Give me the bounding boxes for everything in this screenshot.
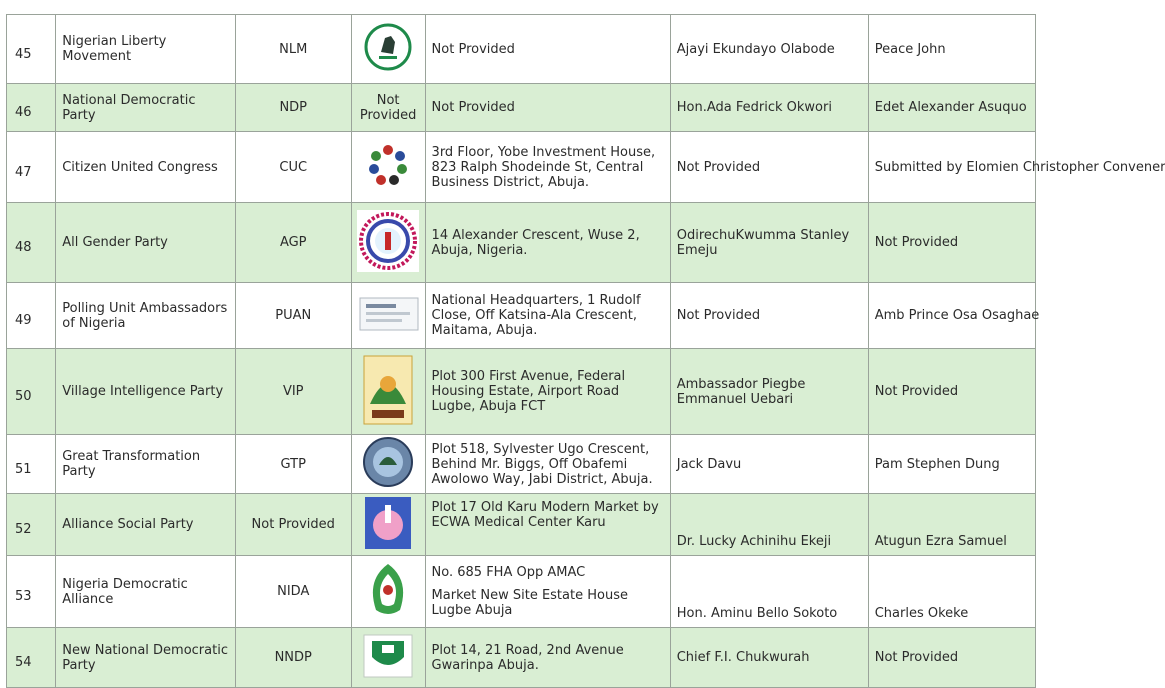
secretary: Peace John (868, 15, 1035, 84)
cuc-logo-icon (361, 138, 415, 192)
address: Plot 14, 21 Road, 2nd Avenue Gwarinpa Abuja. (425, 628, 670, 688)
nida-logo-icon (360, 560, 416, 620)
chairman: Dr. Lucky Achinihu Ekeji (670, 494, 868, 556)
party-abbreviation: NIDA (235, 556, 351, 628)
party-abbreviation: CUC (235, 132, 351, 203)
nndp-logo-icon (362, 633, 414, 679)
secretary: Not Provided (868, 628, 1035, 688)
chairman: Not Provided (670, 283, 868, 349)
nlm-logo-icon (361, 20, 415, 74)
row-number: 46 (7, 84, 56, 132)
party-abbreviation: NLM (235, 15, 351, 84)
row-number: 53 (7, 556, 56, 628)
logo-cell (351, 349, 425, 435)
party-abbreviation: VIP (235, 349, 351, 435)
secretary: Submitted by Elomien Christopher Convener (868, 132, 1035, 203)
row-number: 49 (7, 283, 56, 349)
logo-cell (351, 203, 425, 283)
secretary: Not Provided (868, 349, 1035, 435)
gtp-logo-icon (361, 435, 415, 489)
party-name: Polling Unit Ambassadors of Nigeria (56, 283, 236, 349)
chairman: Chief F.I. Chukwurah (670, 628, 868, 688)
row-number: 52 (7, 494, 56, 556)
chairman: Jack Davu (670, 435, 868, 494)
party-name: New National Democratic Party (56, 628, 236, 688)
address-line-2: Market New Site Estate House Lugbe Abuja (431, 588, 628, 618)
table-row (7, 203, 1036, 283)
logo-cell (351, 283, 425, 349)
puan-logo-icon (356, 292, 420, 336)
address: Plot 518, Sylvester Ugo Crescent, Behind Mr. Biggs, Off Obafemi Awolowo Way, Jabi District, Abuja. (425, 435, 670, 494)
logo-cell (351, 556, 425, 628)
party-name: National Democratic Party (56, 84, 236, 132)
party-name: Alliance Social Party (56, 494, 236, 556)
chairman: Ambassador Piegbe Emmanuel Uebari (670, 349, 868, 435)
table-row (7, 84, 1036, 132)
chairman: OdirechuKwumma Stanley Emeju (670, 203, 868, 283)
row-number: 51 (7, 435, 56, 494)
secretary: Pam Stephen Dung (868, 435, 1035, 494)
party-abbreviation: PUAN (235, 283, 351, 349)
address: Not Provided (425, 15, 670, 84)
party-abbreviation: Not Provided (235, 494, 351, 556)
table-row (7, 628, 1036, 688)
secretary: Edet Alexander Asuquo (868, 84, 1035, 132)
logo-cell (351, 15, 425, 84)
address: Not Provided (425, 84, 670, 132)
party-name: All Gender Party (56, 203, 236, 283)
address: 3rd Floor, Yobe Investment House, 823 Ralph Shodeinde St, Central Business District, Abuja. (425, 132, 670, 203)
logo-cell (351, 628, 425, 688)
party-name: Great Transformation Party (56, 435, 236, 494)
table-row (7, 15, 1036, 84)
secretary: Atugun Ezra Samuel (868, 494, 1035, 556)
secretary: Amb Prince Osa Osaghae (868, 283, 1035, 349)
row-number: 47 (7, 132, 56, 203)
chairman: Hon. Aminu Bello Sokoto (670, 556, 868, 628)
table-row (7, 132, 1036, 203)
party-name: Citizen United Congress (56, 132, 236, 203)
chairman: Hon.Ada Fedrick Okwori (670, 84, 868, 132)
address: 14 Alexander Crescent, Wuse 2, Abuja, Nigeria. (425, 203, 670, 283)
address-line-1: No. 685 FHA Opp AMAC (431, 565, 586, 580)
vip-logo-icon (362, 354, 414, 426)
secretary: Not Provided (868, 203, 1035, 283)
logo-cell (351, 494, 425, 556)
logo-cell (351, 132, 425, 203)
parties-table (6, 14, 1165, 688)
party-name: Nigerian Liberty Movement (56, 15, 236, 84)
address: Plot 17 Old Karu Modern Market by ECWA Medical Center Karu (425, 494, 670, 556)
table-row (7, 435, 1036, 494)
logo-text: Not Provided (351, 84, 425, 132)
party-name: Nigeria Democratic Alliance (56, 556, 236, 628)
party-abbreviation: AGP (235, 203, 351, 283)
agp-logo-icon (357, 210, 419, 272)
table-row (7, 556, 1036, 628)
party-name: Village Intelligence Party (56, 349, 236, 435)
asp-logo-icon (363, 495, 413, 551)
logo-cell (351, 435, 425, 494)
chairman: Ajayi Ekundayo Olabode (670, 15, 868, 84)
table-row (7, 283, 1036, 349)
row-number: 48 (7, 203, 56, 283)
secretary: Charles Okeke (868, 556, 1035, 628)
address: Plot 300 First Avenue, Federal Housing Estate, Airport Road Lugbe, Abuja FCT (425, 349, 670, 435)
row-number: 45 (7, 15, 56, 84)
party-abbreviation: GTP (235, 435, 351, 494)
row-number: 54 (7, 628, 56, 688)
party-abbreviation: NNDP (235, 628, 351, 688)
address-cell (425, 556, 670, 628)
party-abbreviation: NDP (235, 84, 351, 132)
table-row (7, 349, 1036, 435)
row-number: 50 (7, 349, 56, 435)
chairman: Not Provided (670, 132, 868, 203)
table-row (7, 494, 1036, 556)
address: National Headquarters, 1 Rudolf Close, Off Katsina-Ala Crescent, Maitama, Abuja. (425, 283, 670, 349)
